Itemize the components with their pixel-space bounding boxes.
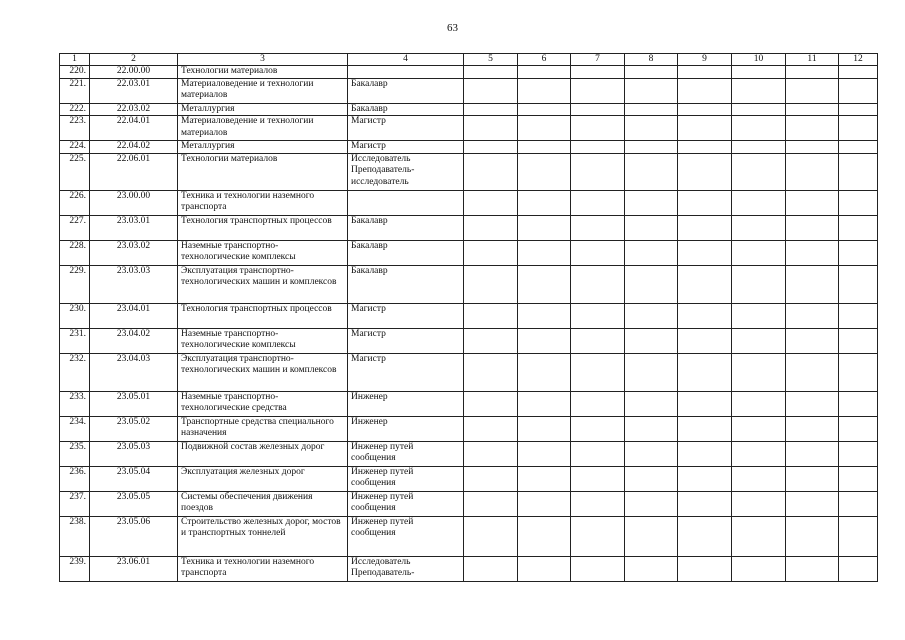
- row-qualification: Инженер путей сообщения: [348, 441, 464, 466]
- empty-cell-col-7: [571, 141, 625, 154]
- empty-cell-col-10: [732, 466, 786, 491]
- row-name: Наземные транспортно-технологические средства: [178, 391, 348, 416]
- empty-cell-col-12: [839, 78, 878, 103]
- empty-cell-col-10: [732, 103, 786, 116]
- empty-cell-col-9: [678, 328, 732, 353]
- empty-cell-col-5: [464, 303, 518, 328]
- row-code: 23.04.01: [90, 303, 178, 328]
- row-number: 231.: [60, 328, 90, 353]
- empty-cell-col-9: [678, 516, 732, 556]
- empty-cell-col-11: [786, 441, 839, 466]
- empty-cell-col-7: [571, 153, 625, 190]
- empty-cell-col-9: [678, 240, 732, 265]
- row-name: Техника и технологии наземного транспорта: [178, 190, 348, 215]
- empty-cell-col-9: [678, 153, 732, 190]
- empty-cell-col-9: [678, 441, 732, 466]
- empty-cell-col-9: [678, 416, 732, 441]
- row-name: Строительство железных дорог, мостов и транспортных тоннелей: [178, 516, 348, 556]
- row-name: Технологии материалов: [178, 153, 348, 190]
- empty-cell-col-10: [732, 153, 786, 190]
- empty-cell-col-8: [625, 265, 678, 303]
- row-qualification: Инженер путей сообщения: [348, 491, 464, 516]
- empty-cell-col-9: [678, 78, 732, 103]
- empty-cell-col-8: [625, 303, 678, 328]
- empty-cell-col-7: [571, 265, 625, 303]
- empty-cell-col-8: [625, 441, 678, 466]
- empty-cell-col-5: [464, 416, 518, 441]
- empty-cell-col-10: [732, 116, 786, 141]
- empty-cell-col-6: [518, 66, 571, 79]
- empty-cell-col-11: [786, 265, 839, 303]
- column-header-8: 8: [625, 54, 678, 66]
- empty-cell-col-10: [732, 66, 786, 79]
- empty-cell-col-11: [786, 66, 839, 79]
- empty-cell-col-9: [678, 556, 732, 581]
- column-header-10: 10: [732, 54, 786, 66]
- empty-cell-col-6: [518, 466, 571, 491]
- empty-cell-col-7: [571, 303, 625, 328]
- empty-cell-col-11: [786, 103, 839, 116]
- empty-cell-col-11: [786, 391, 839, 416]
- empty-cell-col-10: [732, 391, 786, 416]
- empty-cell-col-11: [786, 353, 839, 391]
- column-header-3: 3: [178, 54, 348, 66]
- row-code: 23.05.03: [90, 441, 178, 466]
- row-number: 235.: [60, 441, 90, 466]
- empty-cell-col-10: [732, 353, 786, 391]
- column-header-2: 2: [90, 54, 178, 66]
- row-code: 22.03.01: [90, 78, 178, 103]
- row-code: 22.04.02: [90, 141, 178, 154]
- empty-cell-col-8: [625, 353, 678, 391]
- empty-cell-col-11: [786, 78, 839, 103]
- row-qualification: Магистр: [348, 353, 464, 391]
- row-name: Наземные транспортно-технологические комплексы: [178, 328, 348, 353]
- row-name: Эксплуатация транспортно-технологических машин и комплексов: [178, 353, 348, 391]
- empty-cell-col-5: [464, 66, 518, 79]
- row-qualification: Бакалавр: [348, 103, 464, 116]
- row-qualification: Инженер: [348, 391, 464, 416]
- empty-cell-col-12: [839, 303, 878, 328]
- row-code: 22.04.01: [90, 116, 178, 141]
- empty-cell-col-5: [464, 516, 518, 556]
- empty-cell-col-10: [732, 303, 786, 328]
- empty-cell-col-6: [518, 391, 571, 416]
- empty-cell-col-8: [625, 215, 678, 240]
- table-row: [60, 556, 878, 581]
- row-name: Технология транспортных процессов: [178, 215, 348, 240]
- row-number: 223.: [60, 116, 90, 141]
- row-number: 221.: [60, 78, 90, 103]
- empty-cell-col-7: [571, 78, 625, 103]
- empty-cell-col-11: [786, 516, 839, 556]
- empty-cell-col-11: [786, 466, 839, 491]
- empty-cell-col-6: [518, 556, 571, 581]
- row-number: 224.: [60, 141, 90, 154]
- empty-cell-col-12: [839, 66, 878, 79]
- empty-cell-col-6: [518, 116, 571, 141]
- row-number: 236.: [60, 466, 90, 491]
- row-name: Металлургия: [178, 103, 348, 116]
- empty-cell-col-5: [464, 328, 518, 353]
- empty-cell-col-7: [571, 516, 625, 556]
- row-name: Транспортные средства специального назначения: [178, 416, 348, 441]
- row-code: 23.00.00: [90, 190, 178, 215]
- row-code: 23.05.05: [90, 491, 178, 516]
- empty-cell-col-8: [625, 103, 678, 116]
- empty-cell-col-6: [518, 491, 571, 516]
- empty-cell-col-9: [678, 265, 732, 303]
- empty-cell-col-11: [786, 556, 839, 581]
- row-qualification: Бакалавр: [348, 78, 464, 103]
- empty-cell-col-11: [786, 215, 839, 240]
- empty-cell-col-7: [571, 466, 625, 491]
- row-code: 23.05.02: [90, 416, 178, 441]
- empty-cell-col-12: [839, 190, 878, 215]
- row-number: 233.: [60, 391, 90, 416]
- row-qualification: Бакалавр: [348, 265, 464, 303]
- row-qualification: Бакалавр: [348, 240, 464, 265]
- empty-cell-col-9: [678, 215, 732, 240]
- empty-cell-col-6: [518, 265, 571, 303]
- table-row: [60, 416, 878, 441]
- table-row: [60, 466, 878, 491]
- table-row: [60, 491, 878, 516]
- empty-cell-col-6: [518, 240, 571, 265]
- table-row: [60, 516, 878, 556]
- table-row: [60, 141, 878, 154]
- row-code: 23.05.06: [90, 516, 178, 556]
- empty-cell-col-10: [732, 328, 786, 353]
- column-header-12: 12: [839, 54, 878, 66]
- page-number: 63: [447, 22, 458, 34]
- empty-cell-col-12: [839, 153, 878, 190]
- empty-cell-col-7: [571, 416, 625, 441]
- column-header-1: 1: [60, 54, 90, 66]
- empty-cell-col-5: [464, 215, 518, 240]
- row-number: 237.: [60, 491, 90, 516]
- row-qualification: Инженер: [348, 416, 464, 441]
- row-code: 23.04.02: [90, 328, 178, 353]
- empty-cell-col-12: [839, 516, 878, 556]
- row-code: 23.06.01: [90, 556, 178, 581]
- empty-cell-col-9: [678, 391, 732, 416]
- empty-cell-col-10: [732, 215, 786, 240]
- empty-cell-col-7: [571, 391, 625, 416]
- empty-cell-col-7: [571, 491, 625, 516]
- empty-cell-col-6: [518, 190, 571, 215]
- empty-cell-col-11: [786, 240, 839, 265]
- empty-cell-col-8: [625, 240, 678, 265]
- empty-cell-col-10: [732, 441, 786, 466]
- empty-cell-col-5: [464, 103, 518, 116]
- empty-cell-col-5: [464, 153, 518, 190]
- empty-cell-col-8: [625, 391, 678, 416]
- table-row: [60, 215, 878, 240]
- row-qualification: Исследователь Преподаватель-исследователь: [348, 153, 464, 190]
- empty-cell-col-9: [678, 190, 732, 215]
- row-name: Металлургия: [178, 141, 348, 154]
- row-number: 230.: [60, 303, 90, 328]
- empty-cell-col-8: [625, 416, 678, 441]
- row-qualification: Магистр: [348, 141, 464, 154]
- empty-cell-col-8: [625, 153, 678, 190]
- empty-cell-col-5: [464, 240, 518, 265]
- empty-cell-col-6: [518, 153, 571, 190]
- empty-cell-col-12: [839, 215, 878, 240]
- row-qualification: Магистр: [348, 328, 464, 353]
- empty-cell-col-6: [518, 353, 571, 391]
- table-row: [60, 116, 878, 141]
- column-header-5: 5: [464, 54, 518, 66]
- empty-cell-col-11: [786, 153, 839, 190]
- empty-cell-col-12: [839, 491, 878, 516]
- empty-cell-col-9: [678, 303, 732, 328]
- table-row: [60, 328, 878, 353]
- row-qualification: Исследователь Преподаватель-: [348, 556, 464, 581]
- empty-cell-col-8: [625, 116, 678, 141]
- empty-cell-col-6: [518, 303, 571, 328]
- empty-cell-col-10: [732, 141, 786, 154]
- empty-cell-col-11: [786, 190, 839, 215]
- row-name: Эксплуатация транспортно-технологических машин и комплексов: [178, 265, 348, 303]
- empty-cell-col-11: [786, 116, 839, 141]
- empty-cell-col-12: [839, 328, 878, 353]
- empty-cell-col-10: [732, 190, 786, 215]
- empty-cell-col-11: [786, 303, 839, 328]
- row-name: Эксплуатация железных дорог: [178, 466, 348, 491]
- table-row: [60, 441, 878, 466]
- row-code: 22.06.01: [90, 153, 178, 190]
- row-qualification: [348, 66, 464, 79]
- empty-cell-col-8: [625, 516, 678, 556]
- empty-cell-col-7: [571, 103, 625, 116]
- row-number: 225.: [60, 153, 90, 190]
- empty-cell-col-12: [839, 556, 878, 581]
- empty-cell-col-8: [625, 66, 678, 79]
- empty-cell-col-5: [464, 391, 518, 416]
- empty-cell-col-8: [625, 466, 678, 491]
- empty-cell-col-6: [518, 441, 571, 466]
- row-qualification: [348, 190, 464, 215]
- empty-cell-col-7: [571, 190, 625, 215]
- empty-cell-col-7: [571, 116, 625, 141]
- empty-cell-col-7: [571, 328, 625, 353]
- empty-cell-col-7: [571, 441, 625, 466]
- empty-cell-col-7: [571, 66, 625, 79]
- empty-cell-col-11: [786, 328, 839, 353]
- empty-cell-col-9: [678, 353, 732, 391]
- row-code: 23.05.04: [90, 466, 178, 491]
- column-header-9: 9: [678, 54, 732, 66]
- empty-cell-col-8: [625, 141, 678, 154]
- row-number: 220.: [60, 66, 90, 79]
- empty-cell-col-9: [678, 466, 732, 491]
- row-number: 222.: [60, 103, 90, 116]
- empty-cell-col-11: [786, 491, 839, 516]
- column-header-11: 11: [786, 54, 839, 66]
- empty-cell-col-12: [839, 416, 878, 441]
- row-name: Системы обеспечения движения поездов: [178, 491, 348, 516]
- column-header-4: 4: [348, 54, 464, 66]
- row-code: 22.03.02: [90, 103, 178, 116]
- empty-cell-col-10: [732, 265, 786, 303]
- empty-cell-col-8: [625, 190, 678, 215]
- row-qualification: Бакалавр: [348, 215, 464, 240]
- row-number: 229.: [60, 265, 90, 303]
- empty-cell-col-6: [518, 103, 571, 116]
- table-row: [60, 66, 878, 79]
- row-name: Материаловедение и технологии материалов: [178, 116, 348, 141]
- table-header: [60, 54, 878, 66]
- row-number: 234.: [60, 416, 90, 441]
- table-row: [60, 391, 878, 416]
- row-code: 23.04.03: [90, 353, 178, 391]
- empty-cell-col-12: [839, 391, 878, 416]
- table-row: [60, 265, 878, 303]
- column-header-6: 6: [518, 54, 571, 66]
- table-row: [60, 103, 878, 116]
- row-name: Технологии материалов: [178, 66, 348, 79]
- row-code: 23.03.03: [90, 265, 178, 303]
- empty-cell-col-7: [571, 215, 625, 240]
- empty-cell-col-12: [839, 116, 878, 141]
- empty-cell-col-5: [464, 141, 518, 154]
- empty-cell-col-9: [678, 103, 732, 116]
- empty-cell-col-5: [464, 353, 518, 391]
- empty-cell-col-5: [464, 441, 518, 466]
- row-number: 228.: [60, 240, 90, 265]
- table-body: [60, 66, 878, 582]
- empty-cell-col-12: [839, 141, 878, 154]
- table-row: [60, 303, 878, 328]
- empty-cell-col-9: [678, 66, 732, 79]
- empty-cell-col-7: [571, 240, 625, 265]
- empty-cell-col-8: [625, 491, 678, 516]
- column-header-7: 7: [571, 54, 625, 66]
- empty-cell-col-10: [732, 556, 786, 581]
- empty-cell-col-6: [518, 328, 571, 353]
- row-qualification: Магистр: [348, 116, 464, 141]
- empty-cell-col-12: [839, 466, 878, 491]
- empty-cell-col-6: [518, 215, 571, 240]
- empty-cell-col-12: [839, 353, 878, 391]
- row-name: Материаловедение и технологии материалов: [178, 78, 348, 103]
- row-number: 226.: [60, 190, 90, 215]
- empty-cell-col-7: [571, 353, 625, 391]
- empty-cell-col-5: [464, 190, 518, 215]
- row-code: 23.03.01: [90, 215, 178, 240]
- table-row: [60, 353, 878, 391]
- empty-cell-col-8: [625, 556, 678, 581]
- table-row: [60, 153, 878, 190]
- row-code: 22.00.00: [90, 66, 178, 79]
- row-number: 238.: [60, 516, 90, 556]
- row-qualification: Инженер путей сообщения: [348, 516, 464, 556]
- empty-cell-col-7: [571, 556, 625, 581]
- row-number: 227.: [60, 215, 90, 240]
- empty-cell-col-5: [464, 466, 518, 491]
- empty-cell-col-10: [732, 78, 786, 103]
- empty-cell-col-12: [839, 240, 878, 265]
- empty-cell-col-6: [518, 416, 571, 441]
- empty-cell-col-11: [786, 141, 839, 154]
- row-number: 239.: [60, 556, 90, 581]
- empty-cell-col-12: [839, 265, 878, 303]
- table-row: [60, 78, 878, 103]
- row-qualification: Магистр: [348, 303, 464, 328]
- empty-cell-col-6: [518, 78, 571, 103]
- row-qualification: Инженер путей сообщения: [348, 466, 464, 491]
- empty-cell-col-5: [464, 116, 518, 141]
- empty-cell-col-5: [464, 491, 518, 516]
- empty-cell-col-9: [678, 141, 732, 154]
- specialties-table: [59, 53, 878, 582]
- row-name: Подвижной состав железных дорог: [178, 441, 348, 466]
- table-row: [60, 190, 878, 215]
- row-code: 23.05.01: [90, 391, 178, 416]
- empty-cell-col-5: [464, 556, 518, 581]
- empty-cell-col-8: [625, 78, 678, 103]
- empty-cell-col-6: [518, 516, 571, 556]
- empty-cell-col-10: [732, 416, 786, 441]
- row-number: 232.: [60, 353, 90, 391]
- empty-cell-col-5: [464, 78, 518, 103]
- header-row: [60, 54, 878, 66]
- empty-cell-col-10: [732, 240, 786, 265]
- empty-cell-col-10: [732, 491, 786, 516]
- empty-cell-col-12: [839, 103, 878, 116]
- empty-cell-col-11: [786, 416, 839, 441]
- row-name: Техника и технологии наземного транспорта: [178, 556, 348, 581]
- empty-cell-col-6: [518, 141, 571, 154]
- empty-cell-col-9: [678, 491, 732, 516]
- empty-cell-col-9: [678, 116, 732, 141]
- row-name: Наземные транспортно-технологические комплексы: [178, 240, 348, 265]
- row-code: 23.03.02: [90, 240, 178, 265]
- table-row: [60, 240, 878, 265]
- empty-cell-col-8: [625, 328, 678, 353]
- row-name: Технология транспортных процессов: [178, 303, 348, 328]
- empty-cell-col-12: [839, 441, 878, 466]
- empty-cell-col-5: [464, 265, 518, 303]
- empty-cell-col-10: [732, 516, 786, 556]
